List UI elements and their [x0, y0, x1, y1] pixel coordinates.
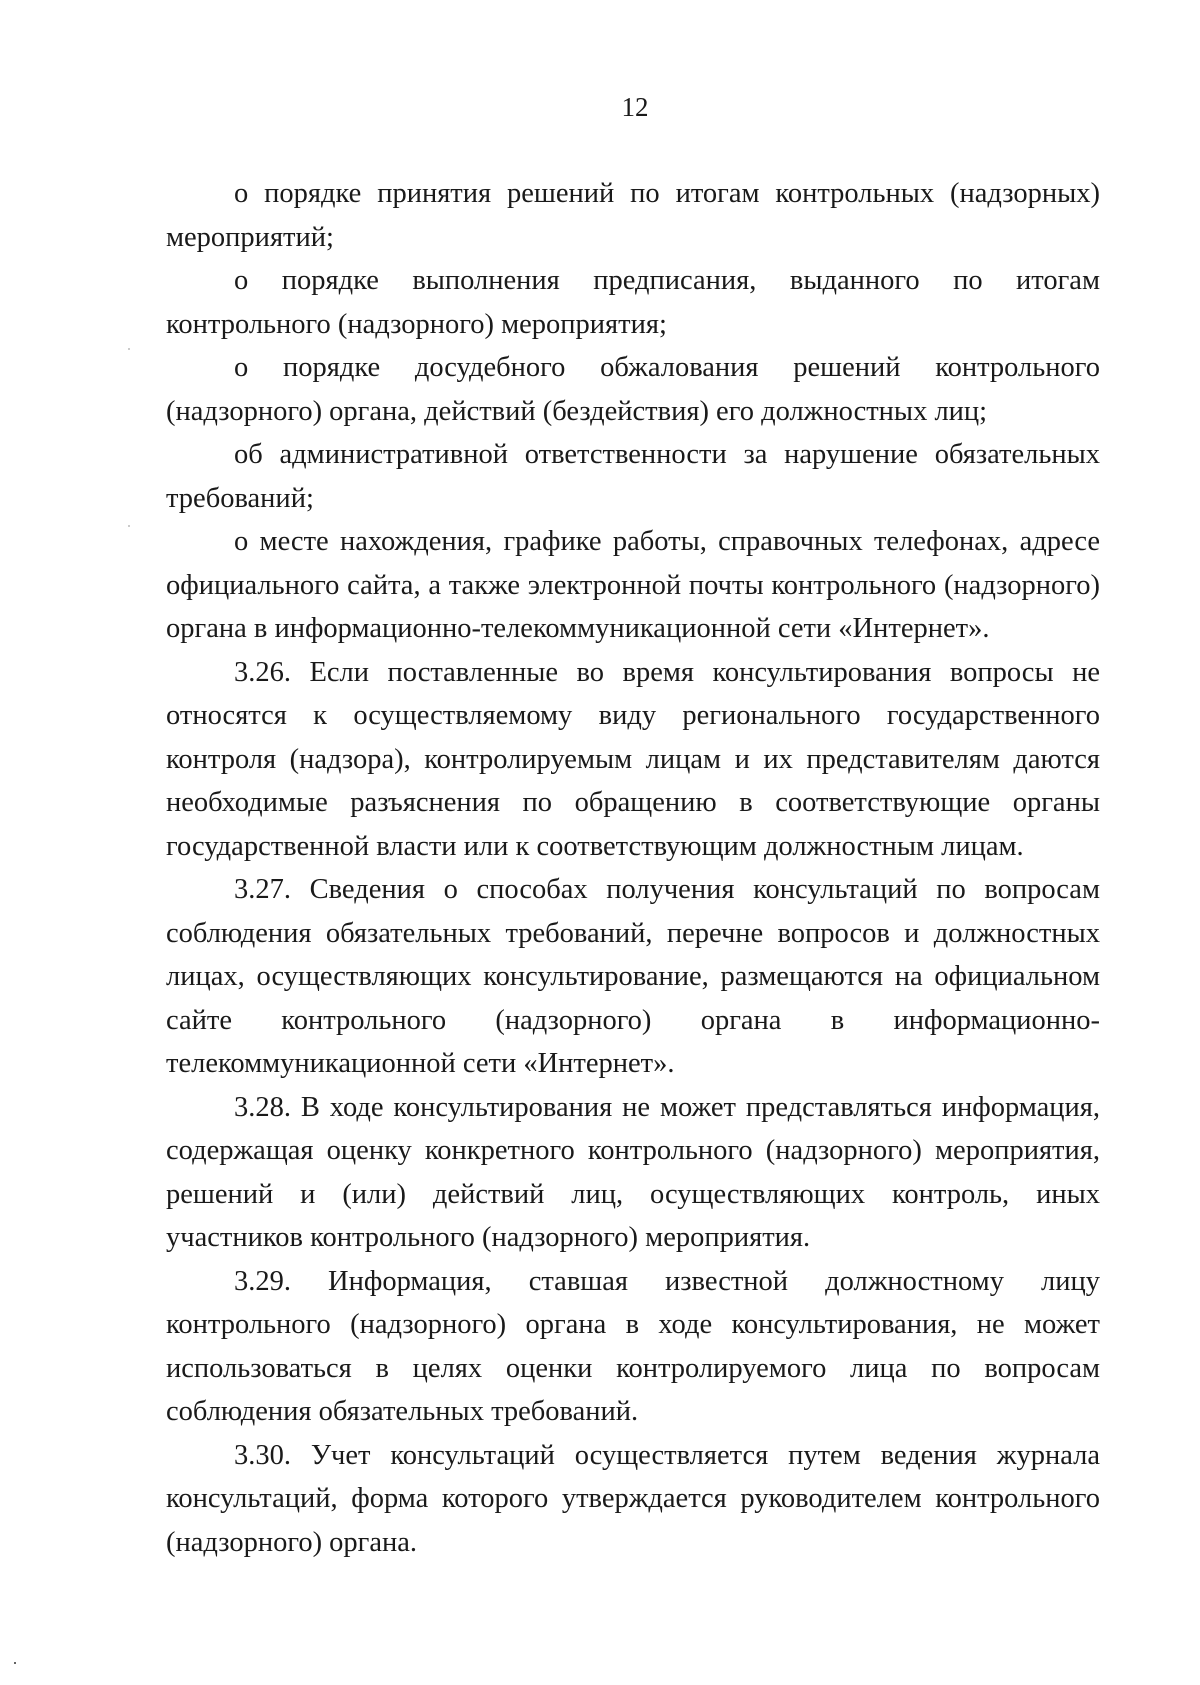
page-number: 12 [621, 92, 649, 122]
paragraph-prescription-order: о порядке выполнения предписания, выданного по итогам контрольного (надзорного) мероприятия; [166, 265, 1100, 340]
scan-speck [14, 1662, 16, 1664]
paragraph-3-26: 3.26. Если поставленные во время консультирования вопросы не относятся к осуществляемому виду регионального государственного контроля (надзора), контролируемым лицам и их представителям даются необходимые разъяснения по обращению в соответствующие органы государственной власти или к соответствующим должностным лицам. [166, 656, 1100, 862]
paragraph-decision-order: о порядке принятия решений по итогам контрольных (надзорных) мероприятий; [166, 178, 1100, 253]
paragraph-3-28: 3.28. В ходе консультирования не может представляться информация, содержащая оценку конкретного контрольного (надзорного) мероприятия, решений и (или) действий лиц, осуществляющих контроль, иных участников контрольного (надзорного) мероприятия. [166, 1091, 1100, 1253]
scan-speck [128, 348, 130, 350]
paragraph-administrative-responsibility: об административной ответственности за нарушение обязательных требований; [166, 439, 1100, 514]
scan-speck [128, 525, 130, 527]
paragraph-appeal-order: о порядке досудебного обжалования решений контрольного (надзорного) органа, действий (бездействия) его должностных лиц; [166, 352, 1100, 427]
document-body [166, 172, 1100, 1564]
paragraph-3-29: 3.29. Информация, ставшая известной должностному лицу контрольного (надзорного) органа в ходе консультирования, не может использоваться в целях оценки контролируемого лица по вопросам соблюдения обязательных требований. [166, 1265, 1100, 1427]
paragraph-3-30: 3.30. Учет консультаций осуществляется путем ведения журнала консультаций, форма которого утверждается руководителем контрольного (надзорного) органа. [166, 1439, 1100, 1558]
paragraph-location-contacts: о месте нахождения, графике работы, справочных телефонах, адресе официального сайта, а также электронной почты контрольного (надзорного) органа в информационно-телекоммуникационной сети «Интернет». [166, 526, 1100, 644]
paragraph-3-27: 3.27. Сведения о способах получения консультаций по вопросам соблюдения обязательных требований, перечне вопросов и должностных лицах, осуществляющих консультирование, размещаются на официальном сайте контрольного (надзорного) органа в информационно-телекоммуникационной сети «Интернет». [166, 874, 1100, 1079]
